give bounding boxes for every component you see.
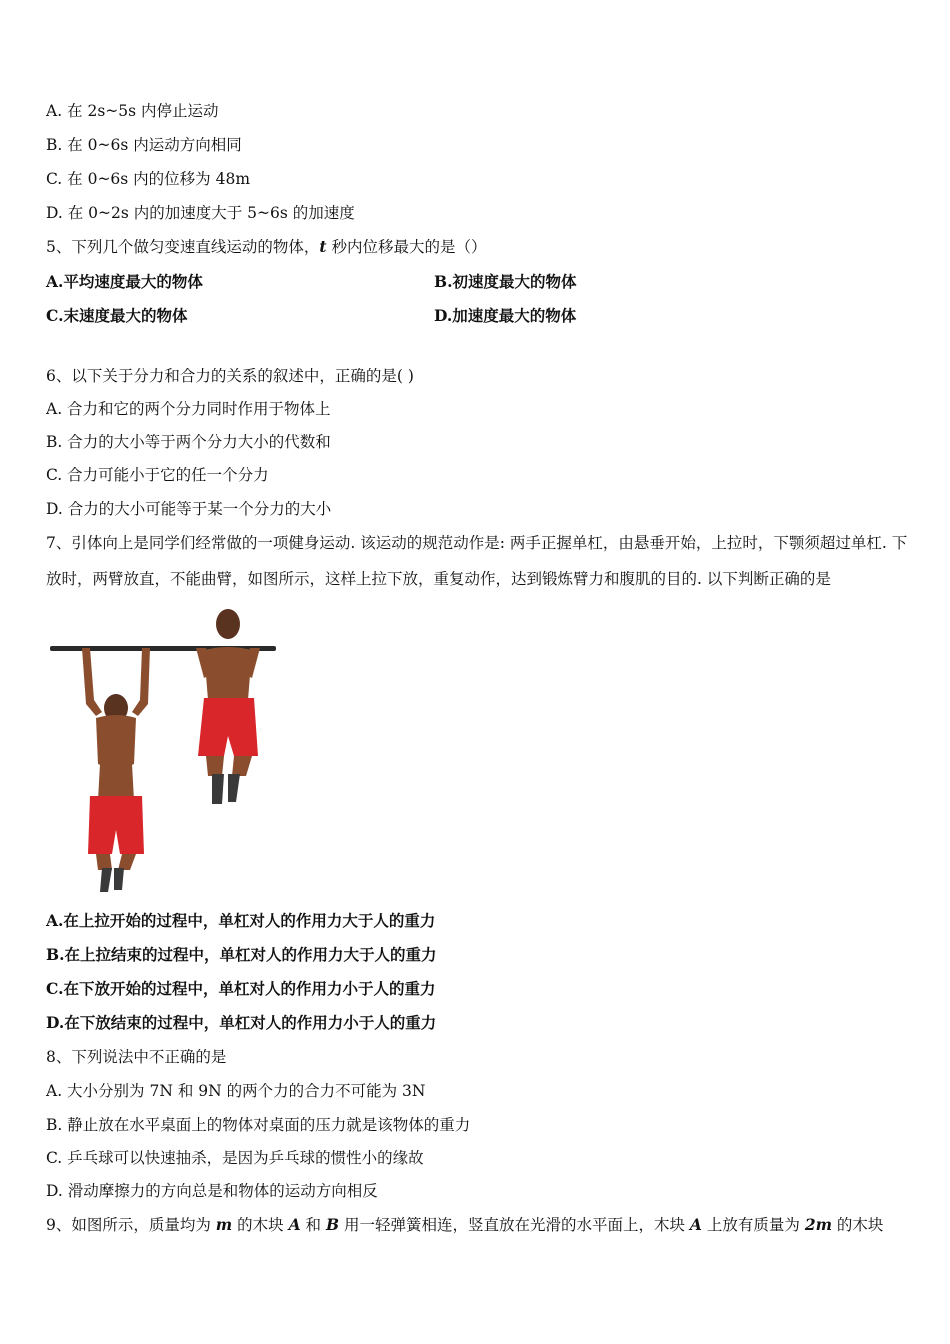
q7-stem: 7、引体向上是同学们经常做的一项健身运动. 该运动的规范动作是: 两手正握单杠，由悬垂开始，上拉时，下颚须超过单杠. 下放时，两臂放直，不能曲臂，如图所示，这样上拉下放，重复动作，达到锻炼臂力和腹肌的目的. 以下判断正确的是 bbox=[46, 534, 908, 588]
q9-stem-text-2: 的木块 bbox=[232, 1216, 289, 1234]
q8-stem: 8、下列说法中不正确的是 bbox=[46, 1048, 227, 1066]
q5-stem-post: 秒内位移最大的是（） bbox=[326, 238, 487, 256]
q9-stem-text-5: 上放有质量为 bbox=[701, 1216, 805, 1234]
q4-option-d: D. 在 0~2s 内的加速度大于 5~6s 的加速度 bbox=[46, 204, 355, 222]
q9-var-a2: A bbox=[689, 1215, 702, 1234]
hanging-man-figure bbox=[82, 648, 150, 892]
q7-option-c: C.在下放开始的过程中，单杠对人的作用力小于人的重力 bbox=[46, 979, 436, 998]
q9-stem-text-6: 的木块 bbox=[832, 1216, 884, 1234]
q5-option-b: B.初速度最大的物体 bbox=[434, 272, 577, 291]
q4-option-b: B. 在 0~6s 内运动方向相同 bbox=[46, 136, 242, 154]
q9-var-b: B bbox=[325, 1215, 340, 1234]
q8-option-c: C. 乒乓球可以快速抽杀，是因为乒乓球的惯性小的缘故 bbox=[46, 1149, 424, 1167]
q5-stem-var: t bbox=[319, 237, 327, 256]
q9-var-2m: 2m bbox=[804, 1215, 832, 1234]
q6-option-a: A. 合力和它的两个分力同时作用于物体上 bbox=[46, 400, 331, 418]
q7-option-b: B.在上拉结束的过程中，单杠对人的作用力大于人的重力 bbox=[46, 945, 437, 964]
q9-stem bbox=[46, 1215, 883, 1235]
q8-option-d: D. 滑动摩擦力的方向总是和物体的运动方向相反 bbox=[46, 1182, 378, 1200]
q5-stem-pre: 5、下列几个做匀变速直线运动的物体， bbox=[46, 238, 320, 256]
q5-option-d: D.加速度最大的物体 bbox=[434, 306, 577, 325]
q9-var-m: m bbox=[215, 1215, 233, 1234]
q7-option-a: A.在上拉开始的过程中，单杠对人的作用力大于人的重力 bbox=[46, 911, 436, 930]
q6-option-b: B. 合力的大小等于两个分力大小的代数和 bbox=[46, 433, 331, 451]
q4-option-c: C. 在 0~6s 内的位移为 48m bbox=[46, 170, 251, 188]
q6-option-d: D. 合力的大小可能等于某一个分力的大小 bbox=[46, 500, 332, 518]
q8-option-b: B. 静止放在水平桌面上的物体对桌面的压力就是该物体的重力 bbox=[46, 1116, 471, 1134]
q5-option-a: A.平均速度最大的物体 bbox=[46, 272, 203, 291]
q7-option-d: D.在下放结束的过程中，单杠对人的作用力小于人的重力 bbox=[46, 1013, 437, 1032]
q9-stem-text-1: 9、如图所示，质量均为 bbox=[46, 1216, 216, 1234]
q5-option-c: C.末速度最大的物体 bbox=[46, 306, 188, 325]
q6-stem: 6、以下关于分力和合力的关系的叙述中，正确的是( ) bbox=[46, 367, 414, 385]
q6-option-c: C. 合力可能小于它的任一个分力 bbox=[46, 466, 269, 484]
q8-option-a: A. 大小分别为 7N 和 9N 的两个力的合力不可能为 3N bbox=[46, 1082, 426, 1100]
q5-stem bbox=[46, 237, 486, 257]
pulled-up-man-figure bbox=[196, 609, 260, 804]
pull-up-figure bbox=[46, 604, 282, 896]
q9-stem-text-4: 用一轻弹簧相连，竖直放在光滑的水平面上，木块 bbox=[339, 1216, 690, 1234]
q9-stem-text-3: 和 bbox=[300, 1216, 326, 1234]
q4-option-a: A. 在 2s~5s 内停止运动 bbox=[46, 102, 219, 120]
q9-var-a: A bbox=[288, 1215, 301, 1234]
